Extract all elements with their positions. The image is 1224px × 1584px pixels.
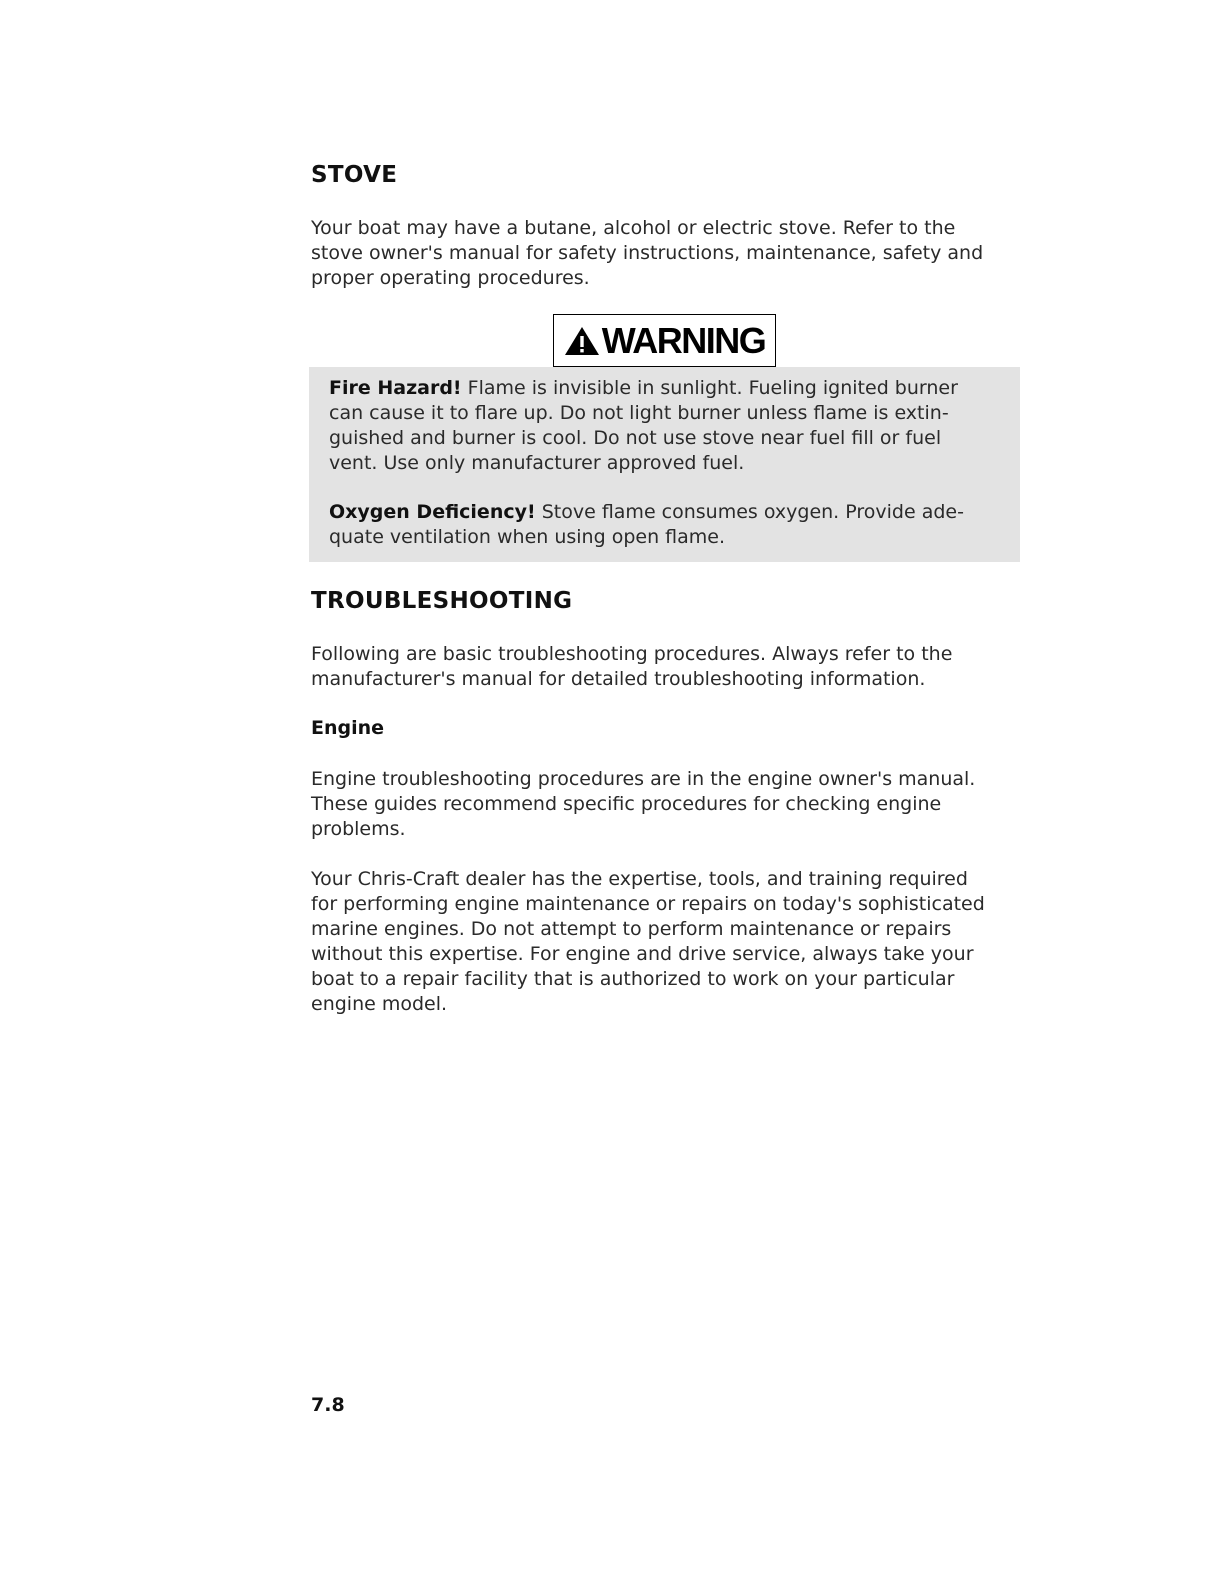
oxygen-first-line	[329, 500, 1020, 525]
dealer-line: engine model.	[311, 993, 448, 1015]
engine-line: Engine troubleshooting procedures are in the engine owner's manual.	[311, 768, 976, 790]
fire-hazard-first-line	[329, 376, 1020, 401]
oxygen-deficiency-title: Oxygen Deficiency!	[329, 501, 536, 523]
stove-line: proper operating procedures.	[311, 267, 590, 289]
stove-paragraph	[311, 216, 1021, 291]
warning-label-text: WARNING	[601, 319, 766, 361]
engine-line: problems.	[311, 818, 406, 840]
fire-hazard-line: guished and burner is cool. Do not use stove near fuel fill or fuel	[329, 427, 942, 449]
fire-hazard-text: Flame is invisible in sunlight. Fueling ignited burner	[461, 377, 958, 399]
oxygen-text: Stove flame consumes oxygen. Provide ade-	[535, 501, 964, 523]
dealer-line: boat to a repair facility that is authorized to work on your particular	[311, 968, 955, 990]
engine-paragraph-1	[311, 767, 1021, 842]
oxygen-line: quate ventilation when using open flame.	[329, 526, 726, 548]
dealer-line: without this expertise. For engine and drive service, always take your	[311, 943, 974, 965]
engine-line: These guides recommend specific procedures for checking engine	[311, 793, 942, 815]
dealer-line: Your Chris-Craft dealer has the expertise, tools, and training required	[311, 868, 968, 890]
fire-hazard-line: vent. Use only manufacturer approved fuel.	[329, 452, 745, 474]
stove-heading: STOVE	[311, 162, 398, 188]
warning-label	[553, 314, 776, 367]
stove-line: stove owner's manual for safety instructions, maintenance, safety and	[311, 242, 984, 264]
page-number: 7.8	[311, 1394, 345, 1416]
fire-hazard-title: Fire Hazard!	[329, 377, 462, 399]
dealer-line: marine engines. Do not attempt to perform maintenance or repairs	[311, 918, 952, 940]
troubleshooting-intro	[311, 642, 1021, 692]
oxygen-deficiency-paragraph	[329, 500, 1020, 550]
troubleshooting-heading: TROUBLESHOOTING	[311, 588, 573, 614]
warning-box	[309, 367, 1020, 562]
stove-line: Your boat may have a butane, alcohol or electric stove. Refer to the	[311, 217, 956, 239]
fire-hazard-line: can cause it to flare up. Do not light burner unless flame is extin-	[329, 402, 949, 424]
engine-paragraph-2	[311, 867, 1021, 1017]
intro-line: manufacturer's manual for detailed troubleshooting information.	[311, 668, 926, 690]
intro-line: Following are basic troubleshooting procedures. Always refer to the	[311, 643, 953, 665]
engine-heading: Engine	[311, 717, 385, 739]
dealer-line: for performing engine maintenance or repairs on today's sophisticated	[311, 893, 985, 915]
fire-hazard-paragraph	[329, 376, 1020, 476]
warning-triangle-icon	[564, 326, 600, 356]
